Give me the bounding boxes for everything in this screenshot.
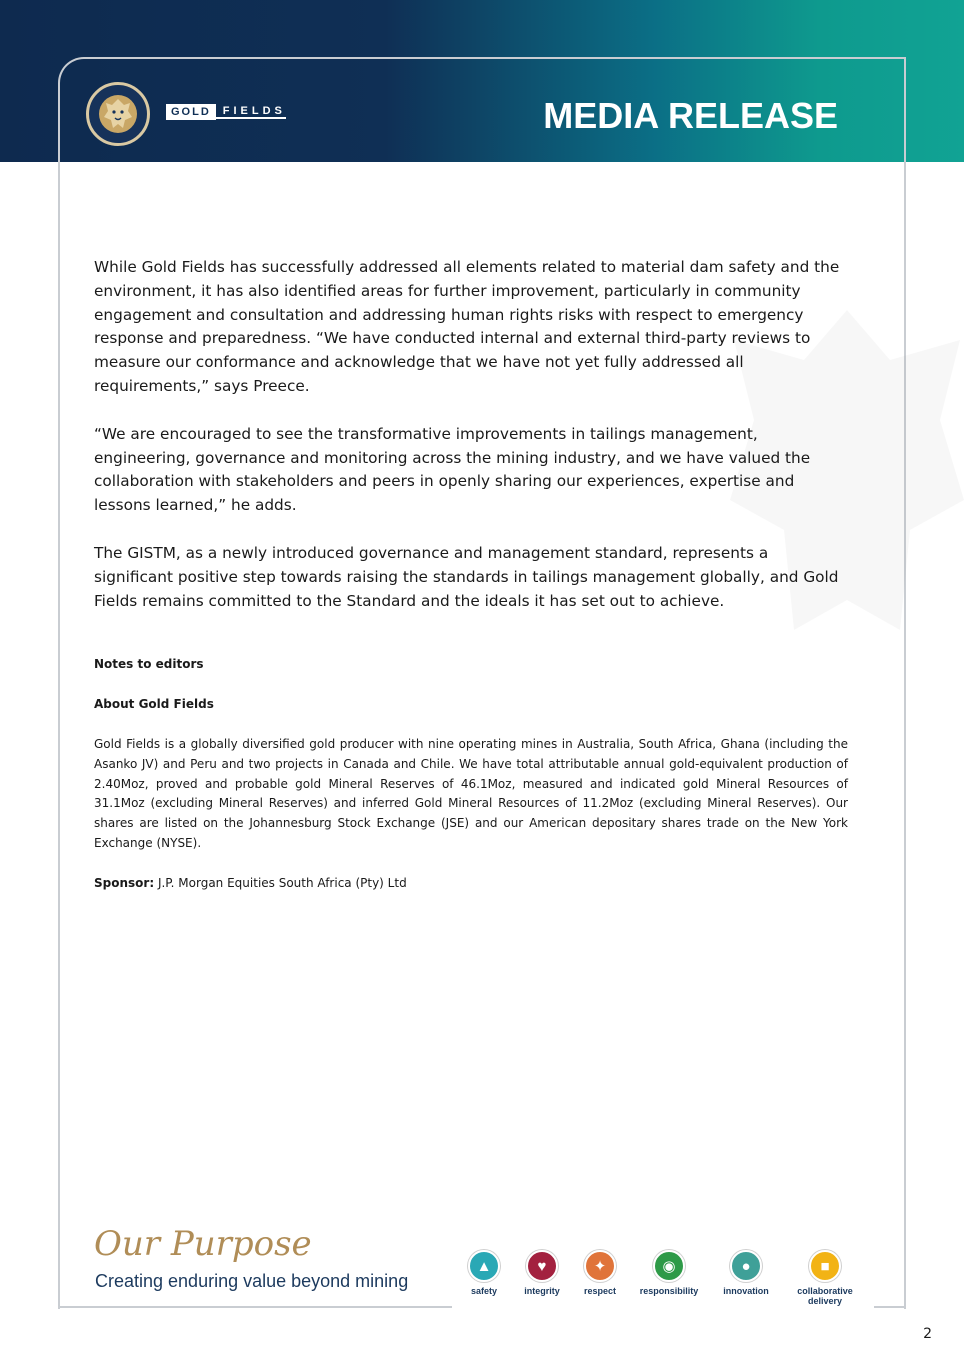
- value-label: safety: [470, 1286, 497, 1296]
- value-label: respect: [583, 1286, 617, 1296]
- our-purpose-script: Our Purpose: [94, 1224, 312, 1264]
- value-responsibility: [629, 1250, 709, 1296]
- about-heading: About Gold Fields: [94, 697, 214, 712]
- about-paragraph: Gold Fields is a globally diversified gold producer with nine operating mines in Australia, South Africa, Ghana (including the Asanko JV) and Peru and two projects in Canada and Chile. We have total attributable annual gold-equivalent production of 2.40Moz, proved and probable gold Mineral Reserves of 46.1Moz, measured and indicated gold Mineral Resources of 31.1Moz (excluding Mineral Reserves) and inferred Gold Mineral Resources of 11.2Moz (excluding Mineral Reserves). Our shares are listed on the Johannesburg Stock Exchange (JSE) and our American depositary shares trade on the New York Exchange (NYSE).: [94, 737, 848, 850]
- value-label: responsibility: [639, 1286, 699, 1296]
- value-label: innovation: [723, 1286, 769, 1296]
- lion-logo-icon: [86, 82, 150, 146]
- frame-bottom-right: [874, 1306, 906, 1308]
- lightbulb-icon: ●: [730, 1250, 762, 1282]
- handshake-icon: ✦: [584, 1250, 616, 1282]
- value-respect: [560, 1250, 640, 1296]
- blocks-icon: ■: [809, 1250, 841, 1282]
- sponsor-label: Sponsor:: [94, 875, 155, 890]
- logo-fields-text: FIELDS: [216, 105, 286, 119]
- value-collaborative-delivery: [785, 1250, 865, 1306]
- page-number: 2: [923, 1326, 932, 1342]
- gold-fields-wordmark: [166, 104, 286, 120]
- globe-icon: ◉: [653, 1250, 685, 1282]
- notes-heading: Notes to editors: [94, 657, 204, 672]
- heart-hands-icon: ♥: [526, 1250, 558, 1282]
- body-paragraph: While Gold Fields has successfully addressed all elements related to material dam safety and the environment, it has also identified areas for further improvement, particularly in community engagement and consultation and addressing human rights risks with respect to emergency response and preparedness. “We have conducted internal and external third-party reviews to measure our conformance and acknowledge that we have not yet fully addressed all requirements,” says Preece.: [94, 258, 840, 395]
- value-label: collaborative delivery: [797, 1286, 853, 1306]
- sponsor-value: J.P. Morgan Equities South Africa (Pty) Ltd: [154, 875, 407, 890]
- sponsor-line: [94, 874, 848, 892]
- purpose-tagline: Creating enduring value beyond mining: [95, 1271, 409, 1291]
- body-paragraph: The GISTM, as a newly introduced governance and management standard, represents a significant positive step towards raising the standards in tailings management globally, and Gold Fields remains committed to the Standard and the ideals it has set out to achieve.: [94, 543, 839, 610]
- values-row: [464, 1250, 864, 1310]
- helmet-icon: ▲: [468, 1250, 500, 1282]
- article-body: [94, 256, 848, 892]
- page-title: MEDIA RELEASE: [543, 95, 838, 136]
- value-innovation: [706, 1250, 786, 1296]
- body-paragraph: “We are encouraged to see the transformative improvements in tailings management, engineering, governance and monitoring across the mining industry, and we have valued the collaboration with stakeholders and peers in openly sharing our experiences, expertise and lessons learned,” he adds.: [94, 424, 811, 515]
- frame-bottom-left: [58, 1306, 452, 1308]
- value-label: integrity: [524, 1286, 560, 1296]
- logo-gold-text: GOLD: [166, 104, 216, 120]
